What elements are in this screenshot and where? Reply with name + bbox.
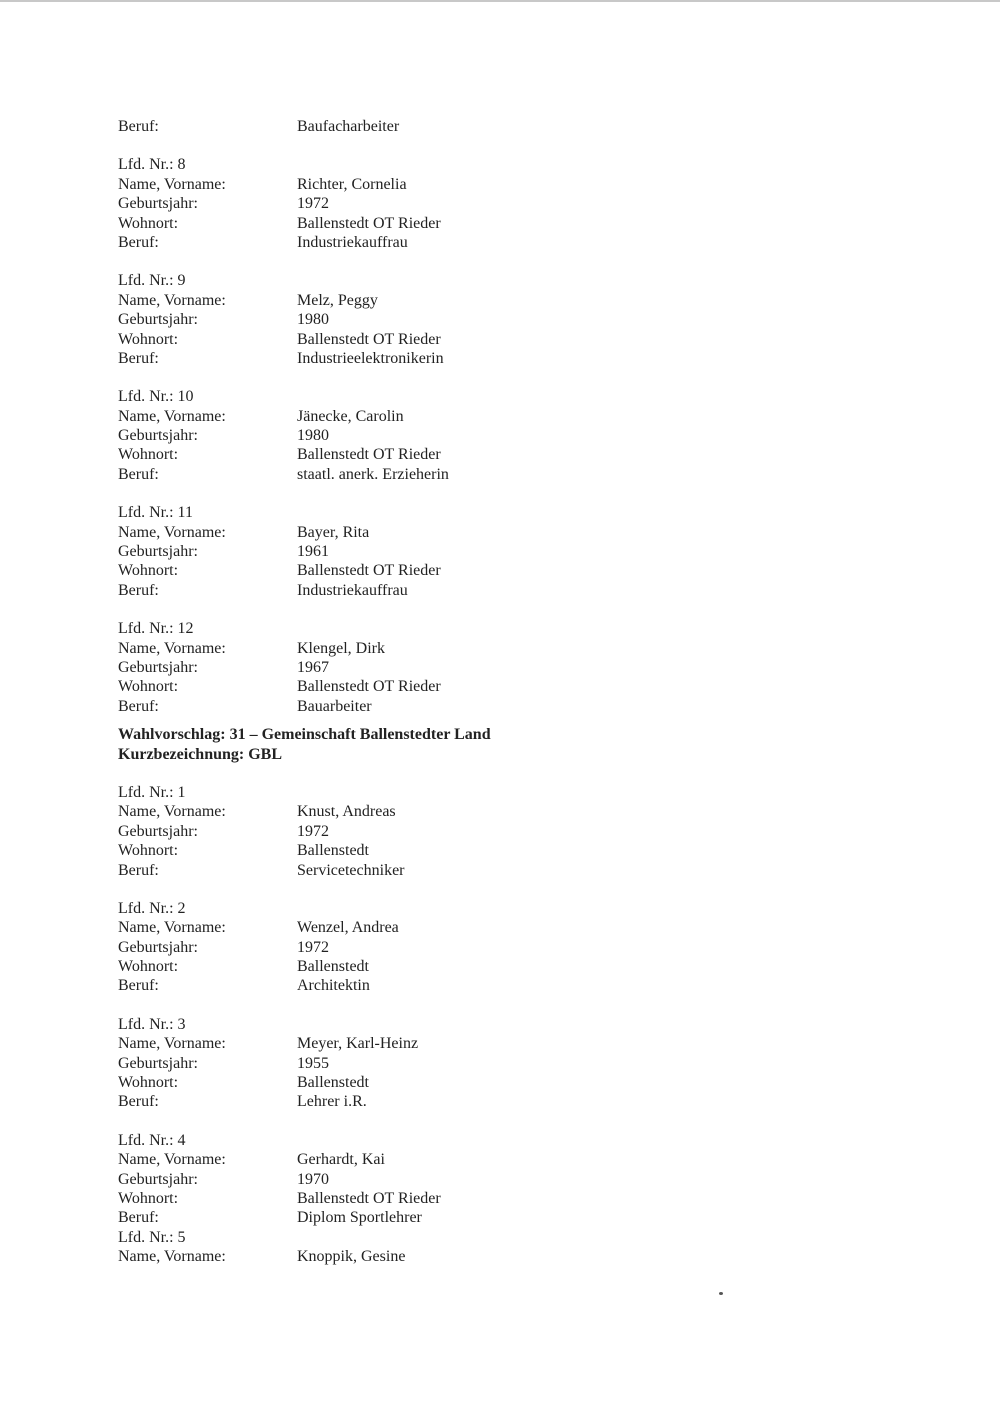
wohnort-row — [118, 1189, 938, 1208]
geburtsjahr-row — [118, 542, 938, 561]
wohnort-label: Wohnort: — [118, 1074, 179, 1092]
beruf-label: Beruf: — [118, 1209, 159, 1227]
beruf-label: Beruf: — [118, 1093, 159, 1111]
beruf-row — [118, 1208, 938, 1227]
wohnort-row — [118, 1073, 938, 1092]
lfd-nr-row — [118, 783, 938, 802]
name-row — [118, 523, 938, 542]
name-label: Name, Vorname: — [118, 919, 226, 937]
beruf-value: Industriekauffrau — [297, 233, 408, 251]
name-row — [118, 639, 938, 658]
geburtsjahr-label: Geburtsjahr: — [118, 658, 198, 676]
beruf-label: Beruf: — [118, 349, 159, 367]
geburtsjahr-value: 1961 — [297, 543, 329, 561]
wohnort-row — [118, 957, 938, 976]
name-value: Richter, Cornelia — [297, 175, 407, 193]
lfd-nr: Lfd. Nr.: 8 — [118, 156, 186, 174]
beruf-label: Beruf: — [118, 581, 159, 599]
lfd-nr: Lfd. Nr.: 5 — [118, 1228, 186, 1246]
name-value: Gerhardt, Kai — [297, 1151, 385, 1169]
name-label: Name, Vorname: — [118, 175, 226, 193]
wohnort-row — [118, 841, 938, 860]
wohnort-label: Wohnort: — [118, 1190, 179, 1207]
lfd-nr-row — [118, 155, 938, 174]
beruf-value: Bauarbeiter — [297, 697, 372, 715]
geburtsjahr-value: 1967 — [297, 658, 329, 676]
beruf-value: Architektin — [297, 977, 370, 995]
beruf-label: Beruf: — [118, 977, 159, 995]
candidate-entry — [118, 899, 938, 996]
beruf-value: Diplom Sportlehrer — [297, 1209, 422, 1227]
geburtsjahr-row — [118, 310, 938, 329]
beruf-label: Beruf: — [118, 697, 159, 715]
geburtsjahr-row — [118, 938, 938, 957]
name-label: Name, Vorname: — [118, 1248, 226, 1266]
geburtsjahr-row — [118, 426, 938, 445]
geburtsjahr-row — [118, 658, 938, 677]
name-value: Jänecke, Carolin — [297, 407, 404, 425]
wohnort-value: Ballenstedt OT Rieder — [297, 678, 441, 696]
candidate-entry — [118, 387, 938, 484]
name-row — [118, 1247, 938, 1266]
name-row — [118, 802, 938, 821]
geburtsjahr-label: Geburtsjahr: — [118, 938, 198, 956]
geburtsjahr-label: Geburtsjahr: — [118, 822, 198, 840]
beruf-value: Baufacharbeiter — [297, 118, 400, 135]
wohnort-value: Ballenstedt OT Rieder — [297, 446, 441, 464]
beruf-label: Beruf: — [118, 861, 159, 879]
wohnort-value: Ballenstedt — [297, 1074, 369, 1092]
name-row — [118, 291, 938, 310]
geburtsjahr-value: 1972 — [297, 822, 329, 840]
lfd-nr-row — [118, 1131, 938, 1150]
geburtsjahr-label: Geburtsjahr: — [118, 1170, 198, 1188]
wohnort-value: Ballenstedt OT Rieder — [297, 330, 441, 348]
beruf-label: Beruf: — [118, 233, 159, 251]
name-value: Knust, Andreas — [297, 803, 396, 821]
beruf-label: Beruf: — [118, 465, 159, 483]
name-label: Name, Vorname: — [118, 407, 226, 425]
lfd-nr: Lfd. Nr.: 9 — [118, 272, 186, 290]
wohnort-label: Wohnort: — [118, 562, 179, 580]
scan-speck — [719, 1292, 723, 1295]
wohnort-row — [118, 677, 938, 696]
nomination-short-name: Kurzbezeichnung: GBL — [118, 745, 283, 763]
name-row — [118, 1150, 938, 1169]
lfd-nr-row — [118, 503, 938, 522]
scan-edge — [0, 0, 1000, 2]
nomination-title: Wahlvorschlag: 31 – Gemeinschaft Ballenstedter Land — [118, 726, 491, 744]
name-label: Name, Vorname: — [118, 803, 226, 821]
candidate-group-2 — [118, 783, 938, 1228]
geburtsjahr-label: Geburtsjahr: — [118, 195, 198, 213]
lfd-nr-row — [118, 1228, 938, 1247]
geburtsjahr-label: Geburtsjahr: — [118, 543, 198, 561]
lfd-nr: Lfd. Nr.: 2 — [118, 899, 186, 917]
candidate-entry — [118, 1228, 938, 1267]
geburtsjahr-value: 1972 — [297, 938, 329, 956]
beruf-value: staatl. anerk. Erzieherin — [297, 465, 449, 483]
wohnort-value: Ballenstedt — [297, 842, 369, 860]
geburtsjahr-row — [118, 822, 938, 841]
geburtsjahr-label: Geburtsjahr: — [118, 311, 198, 329]
geburtsjahr-label: Geburtsjahr: — [118, 1054, 198, 1072]
name-label: Name, Vorname: — [118, 291, 226, 309]
name-value: Bayer, Rita — [297, 523, 370, 541]
beruf-row — [118, 976, 938, 995]
name-value: Wenzel, Andrea — [297, 919, 399, 937]
nomination-header — [118, 725, 938, 764]
wohnort-label: Wohnort: — [118, 958, 179, 976]
candidate-list-page — [118, 117, 938, 1267]
geburtsjahr-row — [118, 1170, 938, 1189]
name-label: Name, Vorname: — [118, 1035, 226, 1053]
geburtsjahr-row — [118, 194, 938, 213]
beruf-value: Industriekauffrau — [297, 581, 408, 599]
beruf-value: Servicetechniker — [297, 861, 405, 879]
name-row — [118, 1034, 938, 1053]
lfd-nr-row — [118, 899, 938, 918]
geburtsjahr-row — [118, 1054, 938, 1073]
lfd-nr: Lfd. Nr.: 1 — [118, 783, 186, 801]
wohnort-value: Ballenstedt OT Rieder — [297, 562, 441, 580]
beruf-value: Lehrer i.R. — [297, 1093, 367, 1111]
lfd-nr: Lfd. Nr.: 11 — [118, 504, 193, 522]
beruf-row — [118, 581, 938, 600]
wohnort-value: Ballenstedt OT Rieder — [297, 1190, 441, 1207]
name-row — [118, 175, 938, 194]
beruf-row — [118, 349, 938, 368]
name-value: Klengel, Dirk — [297, 639, 385, 657]
beruf-row — [118, 1092, 938, 1111]
candidate-entry — [118, 271, 938, 368]
beruf-label: Beruf: — [118, 118, 159, 135]
wohnort-row — [118, 445, 938, 464]
name-row — [118, 407, 938, 426]
beruf-row — [118, 697, 938, 716]
beruf-value: Industrieelektronikerin — [297, 349, 444, 367]
candidate-entry — [118, 155, 938, 252]
candidate-entry — [118, 619, 938, 716]
lfd-nr-row — [118, 1015, 938, 1034]
name-label: Name, Vorname: — [118, 523, 226, 541]
lfd-nr: Lfd. Nr.: 4 — [118, 1131, 186, 1149]
wohnort-label: Wohnort: — [118, 678, 179, 696]
wohnort-row — [118, 330, 938, 349]
wohnort-label: Wohnort: — [118, 214, 179, 232]
candidate-entry — [118, 1131, 938, 1228]
beruf-row — [118, 233, 938, 252]
wohnort-value: Ballenstedt OT Rieder — [297, 214, 441, 232]
lfd-nr-row — [118, 271, 938, 290]
name-value: Melz, Peggy — [297, 291, 378, 309]
lfd-nr-row — [118, 619, 938, 638]
name-value: Knoppik, Gesine — [297, 1248, 406, 1266]
geburtsjahr-value: 1955 — [297, 1054, 329, 1072]
wohnort-row — [118, 214, 938, 233]
name-label: Name, Vorname: — [118, 1151, 226, 1169]
name-label: Name, Vorname: — [118, 639, 226, 657]
wohnort-label: Wohnort: — [118, 330, 179, 348]
geburtsjahr-label: Geburtsjahr: — [118, 427, 198, 445]
name-value: Meyer, Karl-Heinz — [297, 1035, 419, 1053]
wohnort-label: Wohnort: — [118, 842, 179, 860]
lfd-nr: Lfd. Nr.: 3 — [118, 1015, 186, 1033]
candidate-entry — [118, 503, 938, 600]
geburtsjahr-value: 1972 — [297, 195, 329, 213]
beruf-row — [118, 861, 938, 880]
lfd-nr: Lfd. Nr.: 10 — [118, 388, 194, 406]
lfd-nr: Lfd. Nr.: 12 — [118, 620, 194, 638]
top-fragment-row — [118, 117, 938, 136]
geburtsjahr-value: 1970 — [297, 1170, 329, 1188]
wohnort-label: Wohnort: — [118, 446, 179, 464]
name-row — [118, 918, 938, 937]
wohnort-row — [118, 561, 938, 580]
lfd-nr-row — [118, 387, 938, 406]
geburtsjahr-value: 1980 — [297, 311, 329, 329]
candidate-entry — [118, 783, 938, 880]
beruf-row — [118, 465, 938, 484]
candidate-group-1 — [118, 155, 938, 716]
geburtsjahr-value: 1980 — [297, 427, 329, 445]
wohnort-value: Ballenstedt — [297, 958, 369, 976]
candidate-entry — [118, 1015, 938, 1112]
